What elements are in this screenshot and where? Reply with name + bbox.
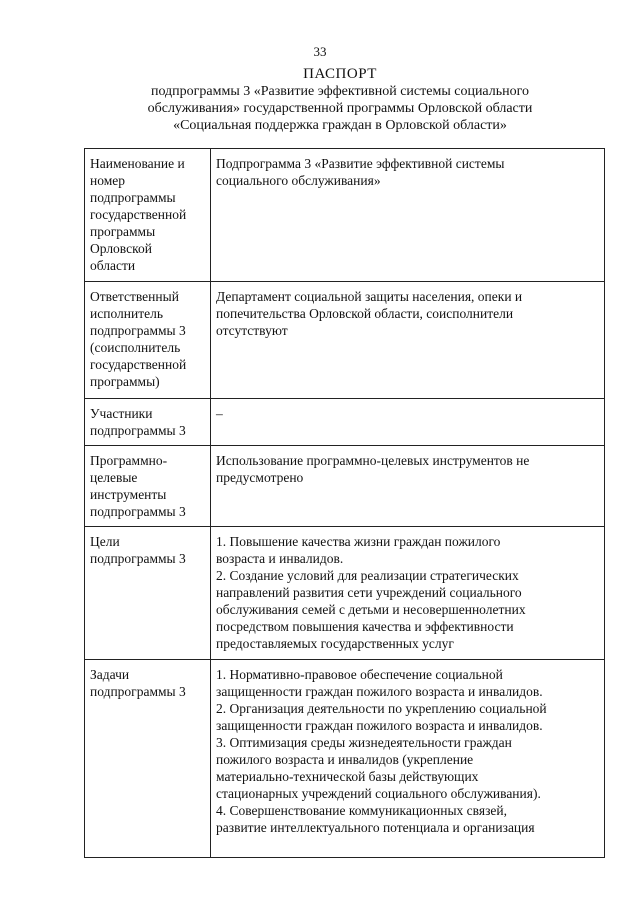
label-line: подпрограммы 3 bbox=[90, 684, 186, 699]
header-line: обслуживания» государственной программы Орловской области bbox=[147, 101, 533, 116]
value-line: 1. Нормативно-правовое обеспечение социальной bbox=[216, 667, 503, 682]
label-line: программы) bbox=[90, 374, 160, 389]
passport-table bbox=[84, 148, 605, 858]
row-label-cell bbox=[85, 149, 211, 282]
label-line: (соисполнитель bbox=[90, 340, 181, 355]
value-line: – bbox=[216, 406, 223, 421]
header-line: подпрограммы 3 «Развитие эффективной системы социального bbox=[150, 84, 530, 99]
value-line: возраста и инвалидов. bbox=[216, 551, 344, 566]
value-line: 2. Организация деятельности по укреплению социальной bbox=[216, 701, 547, 716]
table-row bbox=[85, 660, 605, 858]
value-line: 4. Совершенствование коммуникационных связей, bbox=[216, 803, 507, 818]
label-line: подпрограммы 3 bbox=[90, 423, 186, 438]
page-number: 33 bbox=[313, 44, 327, 59]
value-line: предусмотрено bbox=[216, 470, 304, 485]
row-label-cell bbox=[85, 282, 211, 399]
label-line: области bbox=[90, 258, 136, 273]
label-line: государственной bbox=[90, 357, 187, 372]
value-line: Использование программно-целевых инструментов не bbox=[216, 453, 530, 468]
row-value-cell bbox=[211, 660, 605, 858]
value-line: направлений развития сети учреждений социального bbox=[216, 585, 522, 600]
row-value-cell bbox=[211, 446, 605, 527]
label-line: подпрограммы 3 bbox=[90, 504, 186, 519]
value-line: стационарных учреждений социального обслуживания). bbox=[216, 786, 541, 801]
document-header bbox=[60, 66, 620, 134]
row-label-cell bbox=[85, 660, 211, 858]
label-line: Наименование и bbox=[90, 156, 185, 171]
label-line: целевые bbox=[90, 470, 138, 485]
label-line: номер bbox=[90, 173, 126, 188]
value-line: 1. Повышение качества жизни граждан пожилого bbox=[216, 534, 501, 549]
label-line: исполнитель bbox=[90, 306, 163, 321]
label-line: государственной bbox=[90, 207, 187, 222]
row-label-cell bbox=[85, 527, 211, 660]
label-line: подпрограммы 3 bbox=[90, 323, 186, 338]
label-line: Программно- bbox=[90, 453, 168, 468]
row-value-cell bbox=[211, 282, 605, 399]
value-line: 3. Оптимизация среды жизнедеятельности граждан bbox=[216, 735, 512, 750]
value-line: материально-технической базы действующих bbox=[216, 769, 479, 784]
value-line: обслуживания семей с детьми и несовершеннолетних bbox=[216, 602, 526, 617]
document-title: ПАСПОРТ bbox=[303, 66, 377, 82]
table-row bbox=[85, 399, 605, 446]
value-line: социального обслуживания» bbox=[216, 173, 381, 188]
label-line: подпрограммы 3 bbox=[90, 551, 186, 566]
row-value-cell bbox=[211, 399, 605, 446]
table-row bbox=[85, 149, 605, 282]
row-value-cell bbox=[211, 149, 605, 282]
passport-table-body bbox=[85, 149, 605, 858]
row-label-cell bbox=[85, 446, 211, 527]
value-line: Подпрограмма 3 «Развитие эффективной системы bbox=[216, 156, 505, 171]
label-line: Участники bbox=[90, 406, 153, 421]
value-line: предоставляемых государственных услуг bbox=[216, 636, 454, 651]
label-line: Орловской bbox=[90, 241, 152, 256]
value-line: посредством повышения качества и эффективности bbox=[216, 619, 514, 634]
row-value-cell bbox=[211, 527, 605, 660]
table-row bbox=[85, 446, 605, 527]
value-line: отсутствуют bbox=[216, 323, 288, 338]
label-line: инструменты bbox=[90, 487, 167, 502]
value-line: попечительства Орловской области, соисполнители bbox=[216, 306, 514, 321]
table-row bbox=[85, 527, 605, 660]
row-label-cell bbox=[85, 399, 211, 446]
label-line: Задачи bbox=[90, 667, 130, 682]
label-line: Цели bbox=[90, 534, 120, 549]
value-line: защищенности граждан пожилого возраста и инвалидов. bbox=[216, 718, 543, 733]
header-line: «Социальная поддержка граждан в Орловской области» bbox=[173, 118, 507, 133]
value-line: 2. Создание условий для реализации стратегических bbox=[216, 568, 519, 583]
value-line: развитие интеллектуального потенциала и организация bbox=[216, 820, 535, 835]
value-line: защищенности граждан пожилого возраста и инвалидов. bbox=[216, 684, 543, 699]
label-line: подпрограммы bbox=[90, 190, 176, 205]
table-row bbox=[85, 282, 605, 399]
value-line: Департамент социальной защиты населения, опеки и bbox=[216, 289, 523, 304]
value-line: пожилого возраста и инвалидов (укрепление bbox=[216, 752, 474, 767]
label-line: Ответственный bbox=[90, 289, 179, 304]
label-line: программы bbox=[90, 224, 156, 239]
